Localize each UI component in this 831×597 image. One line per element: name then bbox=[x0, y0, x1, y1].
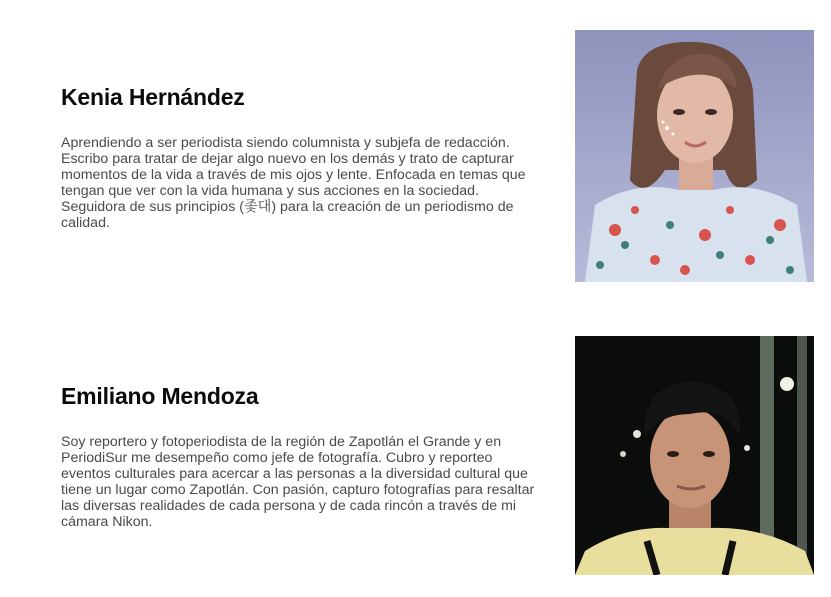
profile-name: Kenia Hernández bbox=[61, 84, 245, 110]
portrait-image bbox=[575, 30, 814, 282]
profile-photo bbox=[575, 336, 814, 575]
profile-name: Emiliano Mendoza bbox=[61, 383, 259, 409]
profile-bio: Aprendiendo a ser periodista siendo columnista y subjefa de redacción. Escribo para tratar de dejar algo nuevo en los demás y trato de capturar momentos de la vida a través de mis ojos y lente. Enfocada en temas que tengan que ver con la vida humana y sus acciones en la sociedad. Seguidora de sus principios (좇대) para la creación de un periodismo de calidad. bbox=[61, 135, 526, 231]
profile-bio: Soy reportero y fotoperiodista de la región de Zapotlán el Grande y en PeriodiSur me desempeño como jefe de fotografía. Cubro y reporteo eventos culturales para acercar a las personas a la diversidad cultural que tiene un lugar como Zapotlán. Con pasión, capturo fotografías para resaltar las diversas realidades de cada persona y de cada rincón a través de mi cámara Nikon. bbox=[61, 434, 535, 530]
portrait-image bbox=[575, 336, 814, 575]
profile-photo bbox=[575, 30, 814, 282]
profile-card-emiliano bbox=[0, 300, 831, 597]
